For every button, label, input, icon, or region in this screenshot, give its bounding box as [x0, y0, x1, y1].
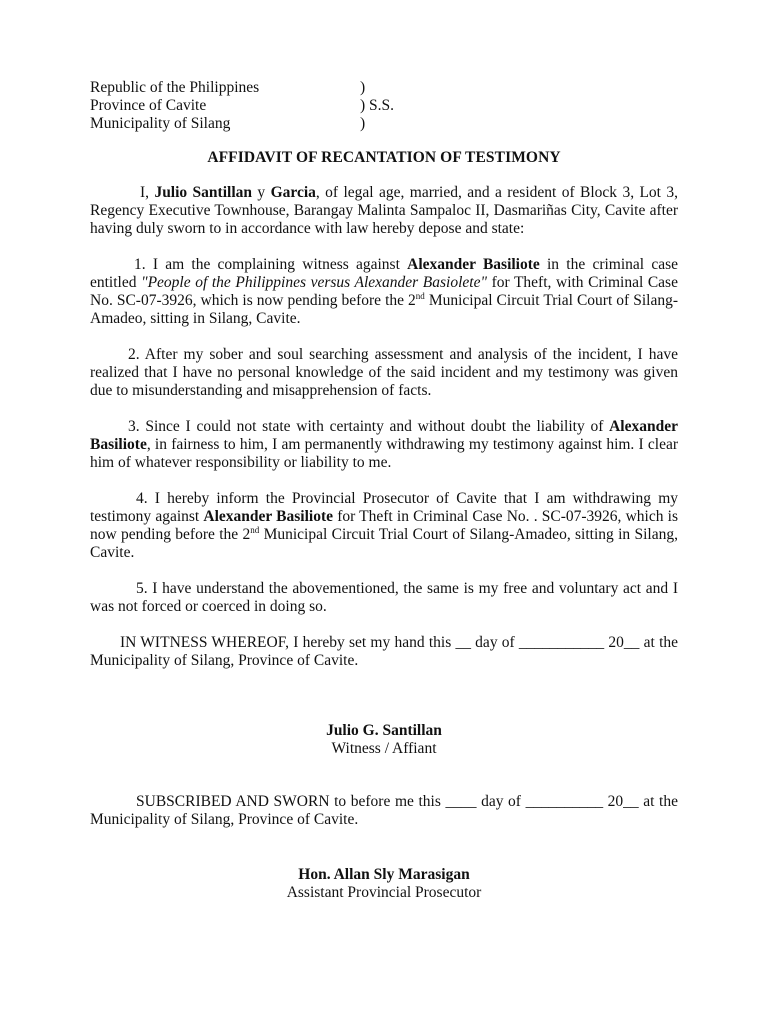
caption-municipality: Municipality of Silang — [90, 115, 231, 132]
prosecutor-role: Assistant Provincial Prosecutor — [286, 884, 482, 901]
jurat-block — [90, 793, 678, 829]
affidavit-page — [90, 79, 678, 902]
p4-text-2: for Theft in Criminal Case No. . SC-07-3926, which is now pending before the 2 — [90, 508, 679, 543]
paragraph-5: 5. I have understand the abovementioned, the same is my free and voluntary act and I was not forced or coerced in doing so. — [90, 580, 678, 615]
paragraph-4 — [90, 490, 678, 562]
p4-text-1: 4. I hereby inform the Provincial Prosecutor of Cavite that I am withdrawing my testimony against — [90, 490, 678, 525]
intro-paragraph — [90, 184, 678, 238]
caption-bracket-1: ) — [360, 79, 366, 96]
p1-text-4: Municipal Circuit Trial Court of Silang-Amadeo, sitting in Silang, Cavite. — [90, 292, 678, 327]
caption-bracket-3: ) — [360, 115, 366, 132]
caption-province: Province of Cavite — [90, 97, 207, 114]
p4-accused-name: Alexander Basiliote — [203, 508, 334, 525]
caption-line-municipality — [90, 115, 678, 133]
p3-text-1: 3. Since I could not state with certainty and without doubt the liability of — [128, 418, 610, 435]
jurat-text: SUBSCRIBED AND SWORN to before me this ____ day of __________ 20__ at the Municipality of Silang, Province of Cavite. — [90, 793, 678, 828]
p1-text-1: 1. I am the complaining witness against — [134, 256, 408, 273]
p1-accused-name: Alexander Basiliote — [407, 256, 540, 273]
p1-case-title: "People of the Philippines versus Alexander Basiolete" — [141, 274, 487, 291]
p3-accused-name: Alexander Basiliote — [90, 418, 678, 453]
paragraph-3 — [90, 418, 678, 472]
affiant-name-first: Julio Santillan — [154, 184, 253, 201]
intro-text-2: y — [252, 184, 271, 201]
prosecutor-signature-block — [90, 866, 678, 902]
affiant-role: Witness / Affiant — [331, 740, 437, 757]
p4-text-3: Municipal Circuit Trial Court of Silang-Amadeo, sitting in Silang, Cavite. — [90, 526, 678, 561]
paragraph-1 — [90, 256, 678, 328]
p1-text-3: for Theft, with Criminal Case No. SC-07-3926, which is now pending before the 2 — [90, 274, 678, 309]
prosecutor-name: Hon. Allan Sly Marasigan — [298, 866, 470, 883]
witness-clause: IN WITNESS WHEREOF, I hereby set my hand this __ day of ___________ 20__ at the Municipality of Silang, Province of Cavite. — [90, 634, 678, 669]
intro-text-3: , of legal age, married, and a resident of Block 3, Lot 3, Regency Executive Townhouse, Barangay Malinta Sampaloc II, Dasmariñas City, Cavite after having duly sworn to in accordance with law hereby depose and state: — [90, 184, 679, 237]
caption-ss: ) S.S. — [360, 97, 395, 114]
p4-ordinal-suffix: nd — [250, 524, 260, 535]
p3-text-2: , in fairness to him, I am permanently withdrawing my testimony against him. I clear him of whatever responsibility or liability to me. — [90, 436, 678, 471]
affiant-name: Julio G. Santillan — [326, 722, 442, 739]
intro-text-1: I, — [140, 184, 155, 201]
caption-line-province — [90, 97, 678, 115]
caption-republic: Republic of the Philippines — [90, 79, 260, 96]
affiant-name-last: Garcia — [270, 184, 316, 201]
paragraph-2: 2. After my sober and soul searching assessment and analysis of the incident, I have realized that I have no personal knowledge of the said incident and my testimony was given due to misunderstanding and misapprehension of facts. — [90, 346, 678, 399]
venue-caption — [90, 79, 678, 133]
p1-text-2: in the criminal case entitled — [90, 256, 678, 291]
document-title: AFFIDAVIT OF RECANTATION OF TESTIMONY — [207, 149, 561, 166]
caption-line-republic — [90, 79, 678, 97]
affiant-signature-block — [90, 722, 678, 758]
p1-ordinal-suffix: nd — [415, 290, 425, 301]
